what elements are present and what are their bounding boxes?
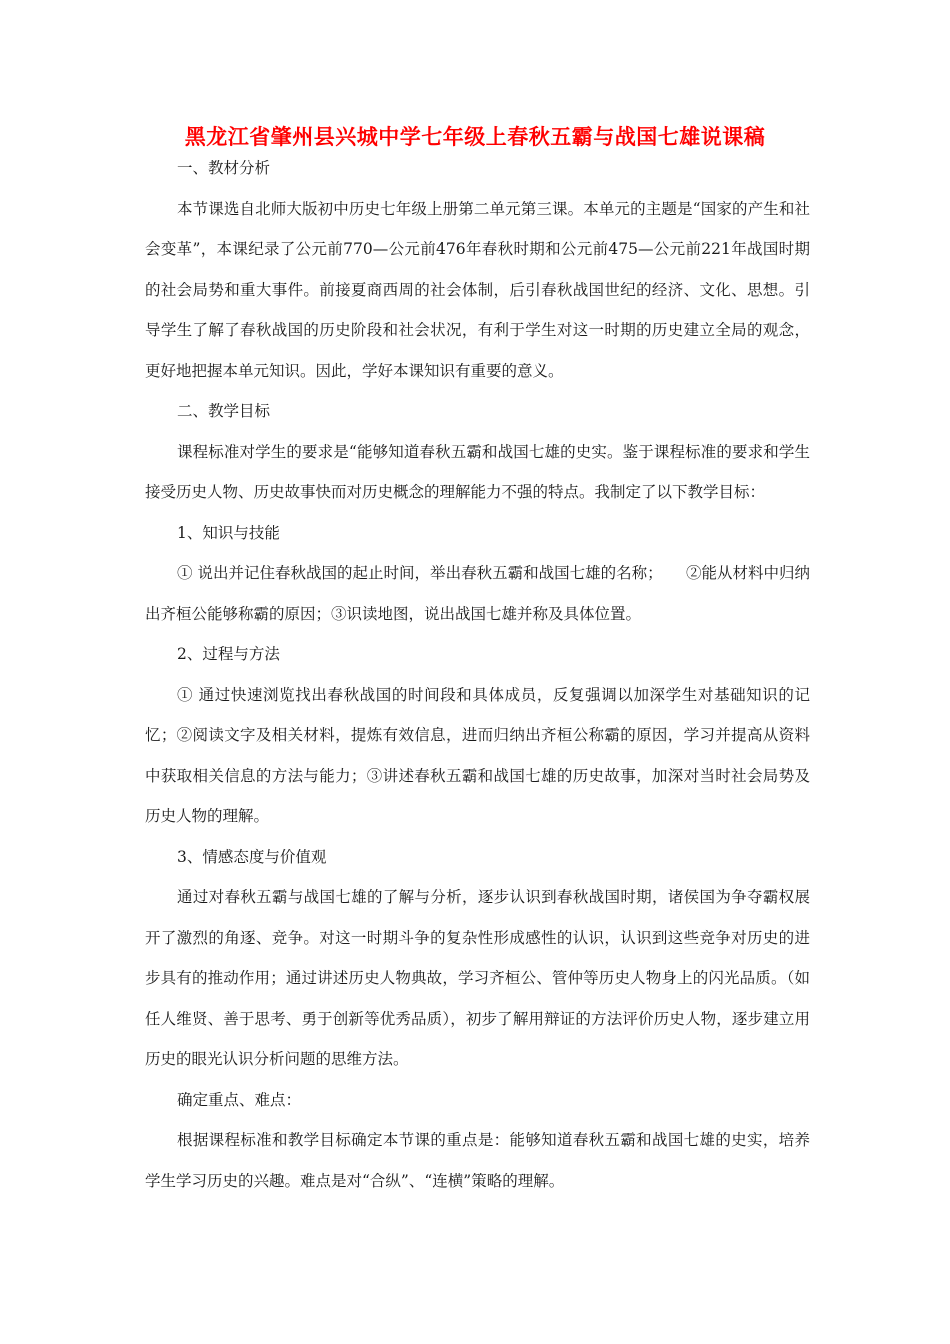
paragraph: 根据课程标准和教学目标确定本节课的重点是：能够知道春秋五霸和战国七雄的史实，培养学生学习历史的兴趣。难点是对“合纵”、“连横”策略的理解。 bbox=[145, 1131, 810, 1190]
document-body bbox=[145, 148, 810, 1201]
section-heading: 确定重点、难点： bbox=[177, 1090, 302, 1109]
paragraph: ① 通过快速浏览找出春秋战国的时间段和具体成员，反复强调以加深学生对基础知识的记忆；②阅读文字及相关材料，提炼有效信息，进而归纳出齐桓公称霸的原因，学习并提高从资料中获取相关信息的方法与能力；③讲述春秋五霸和战国七雄的历史故事，加深对当时社会局势及历史人物的理解。 bbox=[145, 685, 810, 825]
section-heading: 2、过程与方法 bbox=[177, 645, 280, 663]
paragraph: 通过对春秋五霸与战国七雄的了解与分析，逐步认识到春秋战国时期，诸侯国为争夺霸权展开了激烈的角逐、竞争。对这一时期斗争的复杂性形成感性的认识，认识到这些竞争对历史的进步具有的推动作用；通过讲述历史人物典故，学习齐桓公、管仲等历史人物身上的闪光品质。（如任人维贤、善于思考、勇于创新等优秀品质），初步了解用辩证的方法评价历史人物，逐步建立用历史的眼光认识分析问题的思维方法。 bbox=[145, 888, 810, 1068]
section-heading: 1、知识与技能 bbox=[177, 523, 280, 542]
paragraph: 课程标准对学生的要求是“能够知道春秋五霸和战国七雄的史实。鉴于课程标准的要求和学生接受历史人物、历史故事快而对历史概念的理解能力不强的特点。我制定了以下教学目标： bbox=[145, 442, 810, 501]
section-heading: 一、教材分析 bbox=[177, 159, 271, 177]
section-heading: 3、情感态度与价值观 bbox=[177, 847, 327, 866]
document-title: 黑龙江省肇州县兴城中学七年级上春秋五霸与战国七雄说课稿 bbox=[184, 125, 766, 149]
paragraph: 本节课选自北师大版初中历史七年级上册第二单元第三课。本单元的主题是“国家的产生和社会变革”，本课纪录了公元前770—公元前476年春秋时期和公元前475—公元前221年战国时期的社会局势和重大事件。前接夏商西周的社会体制，后引春秋战国世纪的经济、文化、思想。引导学生了解了春秋战国的历史阶段和社会状况，有利于学生对这一时期的历史建立全局的观念，更好地把握本单元知识。因此，学好本课知识有重要的意义。 bbox=[145, 199, 810, 380]
paragraph: ① 说出并记住春秋战国的起止时间，举出春秋五霸和战国七雄的名称； ②能从材料中归纳出齐桓公能够称霸的原因；③识读地图，说出战国七雄并称及具体位置。 bbox=[145, 564, 810, 623]
section-heading: 二、教学目标 bbox=[177, 402, 271, 420]
